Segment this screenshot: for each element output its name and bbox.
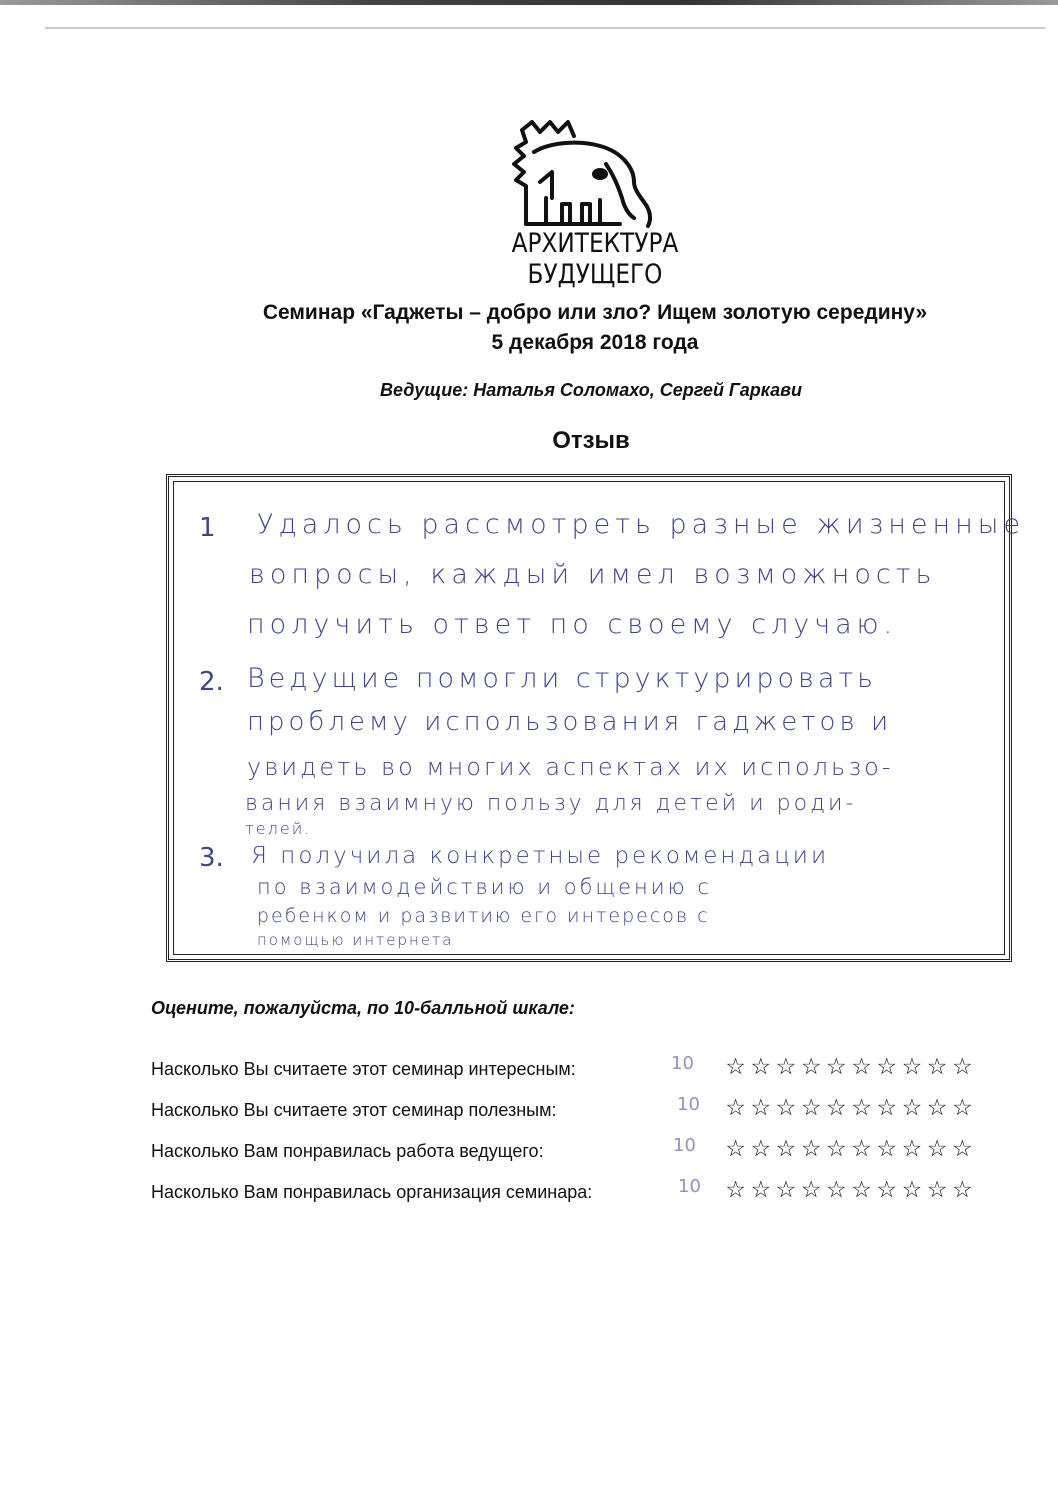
rating-star-icon[interactable]: ☆ xyxy=(826,1054,847,1080)
rating-star-icon[interactable]: ☆ xyxy=(926,1054,948,1080)
rating-star-icon[interactable]: ☆ xyxy=(901,1095,923,1121)
scan-top-edge xyxy=(0,0,1058,5)
rating-star-icon[interactable]: ☆ xyxy=(725,1054,746,1080)
feedback-line: получить ответ по своему случаю. xyxy=(247,609,898,640)
rating-star-icon[interactable]: ☆ xyxy=(750,1095,772,1121)
rating-star-icon[interactable]: ☆ xyxy=(775,1136,797,1162)
logo-text: АРХИТЕКТУРА БУДУЩЕГО xyxy=(511,228,679,290)
rating-star-icon[interactable]: ☆ xyxy=(901,1136,923,1162)
rating-star-icon[interactable]: ☆ xyxy=(951,1136,973,1162)
feedback-line: Я получила конкретные рекомендации xyxy=(251,843,830,869)
rating-star-icon[interactable]: ☆ xyxy=(951,1095,973,1121)
rating-star-icon[interactable]: ☆ xyxy=(951,1054,973,1080)
seminar-hosts: Ведущие: Наталья Соломахо, Сергей Гаркави xyxy=(380,380,802,400)
seminar-title xyxy=(100,298,1058,358)
feedback-box xyxy=(166,474,1026,962)
feedback-line: увидеть во многих аспектах их использо- xyxy=(247,753,894,781)
scan-top-line xyxy=(45,27,1045,29)
rating-star-icon[interactable]: ☆ xyxy=(725,1136,746,1162)
rating-star-icon[interactable]: ☆ xyxy=(851,1136,872,1162)
feedback-line: телей. xyxy=(245,819,312,838)
rating-score: 10 xyxy=(673,1135,696,1156)
feedback-line: помощью интернета xyxy=(257,931,454,949)
rating-stars xyxy=(723,1049,975,1085)
rating-star-icon[interactable]: ☆ xyxy=(800,1177,822,1203)
rating-star-icon[interactable]: ☆ xyxy=(775,1054,797,1080)
rating-score: 10 xyxy=(677,1094,700,1115)
rating-stars xyxy=(723,1172,975,1208)
rating-question: Насколько Вам понравилась организация семинара: xyxy=(151,1182,593,1202)
rating-star-icon[interactable]: ☆ xyxy=(775,1177,797,1203)
rating-star-icon[interactable]: ☆ xyxy=(750,1054,772,1080)
feedback-line: ребенком и развитию его интересов с xyxy=(257,905,710,927)
rating-star-icon[interactable]: ☆ xyxy=(876,1136,898,1162)
feedback-line: по взаимодействию и общению с xyxy=(257,875,712,899)
rating-star-icon[interactable]: ☆ xyxy=(851,1095,872,1121)
rating-row-host xyxy=(151,1131,1041,1167)
rating-star-icon[interactable]: ☆ xyxy=(826,1095,847,1121)
rating-question: Насколько Вы считаете этот семинар полезным: xyxy=(151,1100,557,1120)
rating-question: Насколько Вам понравилась работа ведущего: xyxy=(151,1141,544,1161)
feedback-line: Удалось рассмотреть разные жизненные xyxy=(257,509,1026,540)
rating-star-icon[interactable]: ☆ xyxy=(901,1054,923,1080)
feedback-item-number: 3. xyxy=(199,843,224,873)
feedback-item-number: 2. xyxy=(199,667,224,697)
rating-stars xyxy=(723,1131,975,1167)
rating-star-icon[interactable]: ☆ xyxy=(876,1177,898,1203)
rating-star-icon[interactable]: ☆ xyxy=(826,1136,847,1162)
rating-row-organization xyxy=(151,1172,1041,1208)
rating-question: Насколько Вы считаете этот семинар интересным: xyxy=(151,1059,576,1079)
rating-star-icon[interactable]: ☆ xyxy=(951,1177,973,1203)
rating-star-icon[interactable]: ☆ xyxy=(826,1177,847,1203)
feedback-item-number: 1 xyxy=(199,513,216,543)
rating-star-icon[interactable]: ☆ xyxy=(725,1095,746,1121)
rating-score: 10 xyxy=(678,1176,701,1197)
seminar-title-line1: Семинар «Гаджеты – добро или зло? Ищем золотую середину» xyxy=(262,301,928,324)
rating-star-icon[interactable]: ☆ xyxy=(800,1136,822,1162)
rating-star-icon[interactable]: ☆ xyxy=(750,1177,772,1203)
rating-star-icon[interactable]: ☆ xyxy=(725,1177,746,1203)
rating-star-icon[interactable]: ☆ xyxy=(926,1136,948,1162)
rating-row-interesting xyxy=(151,1049,1041,1085)
rating-star-icon[interactable]: ☆ xyxy=(750,1136,772,1162)
rating-heading: Оцените, пожалуйста, по 10-балльной шкале: xyxy=(151,998,575,1018)
rating-score: 10 xyxy=(671,1053,694,1074)
rating-star-icon[interactable]: ☆ xyxy=(926,1177,948,1203)
rating-star-icon[interactable]: ☆ xyxy=(775,1095,797,1121)
logo xyxy=(440,118,750,290)
feedback-line: вопросы, каждый имел возможность xyxy=(249,559,937,590)
rating-star-icon[interactable]: ☆ xyxy=(800,1054,822,1080)
rating-star-icon[interactable]: ☆ xyxy=(851,1054,872,1080)
seminar-date: 5 декабря 2018 года xyxy=(491,331,699,354)
feedback-line: проблему использования гаджетов и xyxy=(247,707,893,737)
feedback-line: вания взаимную пользу для детей и роди- xyxy=(245,791,857,816)
rating-star-icon[interactable]: ☆ xyxy=(901,1177,923,1203)
rating-row-useful xyxy=(151,1090,1041,1126)
feedback-line: Ведущие помогли структурировать xyxy=(247,663,878,694)
elephant-castle-logo-icon xyxy=(510,118,660,230)
rating-star-icon[interactable]: ☆ xyxy=(800,1095,822,1121)
rating-star-icon[interactable]: ☆ xyxy=(926,1095,948,1121)
feedback-heading: Отзыв xyxy=(552,427,630,454)
rating-star-icon[interactable]: ☆ xyxy=(876,1095,898,1121)
rating-star-icon[interactable]: ☆ xyxy=(851,1177,872,1203)
rating-stars xyxy=(723,1090,975,1126)
rating-star-icon[interactable]: ☆ xyxy=(876,1054,898,1080)
